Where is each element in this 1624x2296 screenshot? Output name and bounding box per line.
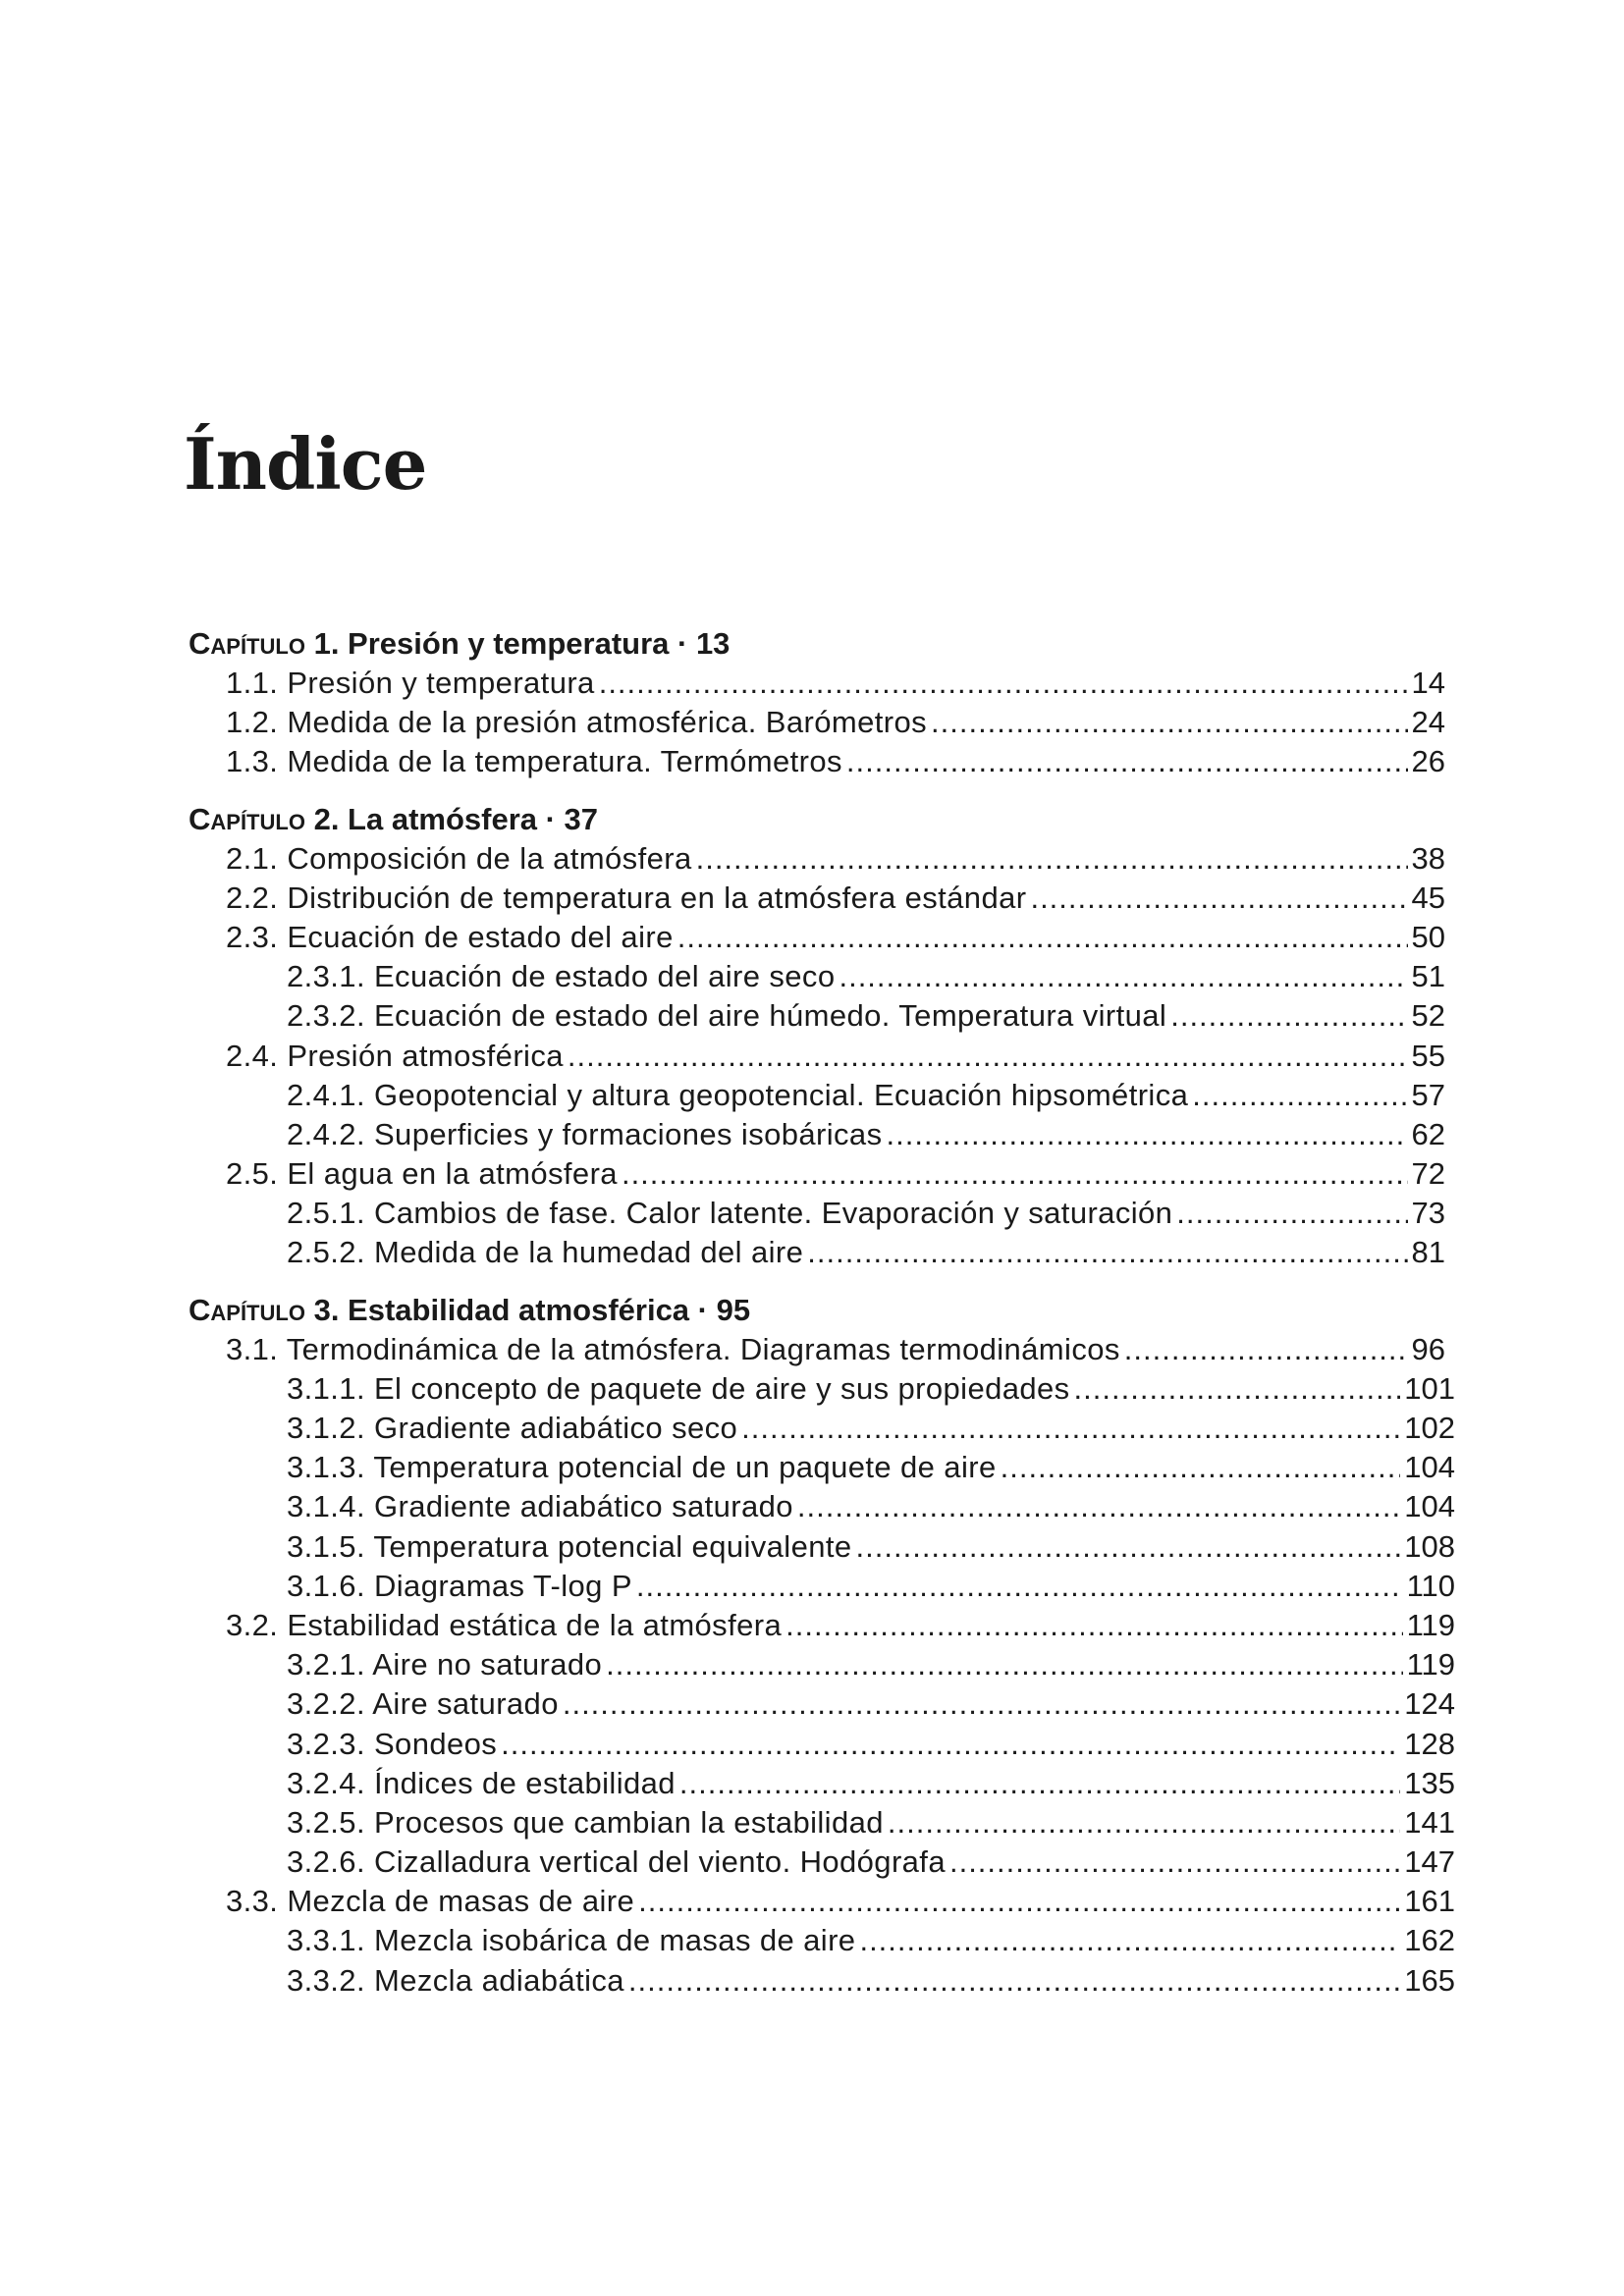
dot-leader — [1074, 1369, 1401, 1409]
dot-leader — [856, 1527, 1401, 1567]
toc-entry-title: 2.3.2. Ecuación de estado del aire húmedo. Temperatura virtual — [287, 998, 1167, 1034]
chapter-block — [189, 1291, 1455, 2001]
toc-page-number: 73 — [1411, 1196, 1445, 1231]
toc-entry[interactable] — [189, 1154, 1455, 1194]
dot-leader — [846, 742, 1408, 781]
toc-entry-title: 3.3.2. Mezcla adiabática — [287, 1962, 624, 1998]
toc-entry-title: 3.1.1. El concepto de paquete de aire y sus propiedades — [287, 1370, 1070, 1406]
toc-entry[interactable] — [189, 1921, 1455, 1960]
toc-entry-title: 3.2.4. Índices de estabilidad — [287, 1765, 676, 1800]
table-of-contents — [189, 624, 1455, 2018]
toc-page-number: 104 — [1404, 1450, 1455, 1485]
toc-entry-title: 3.1.2. Gradiente adiabático seco — [287, 1411, 738, 1445]
dot-leader — [949, 1842, 1400, 1882]
dot-leader — [859, 1921, 1400, 1960]
page-title: Índice — [184, 422, 427, 506]
toc-entry-title: 1.3. Medida de la temperatura. Termómetros — [226, 744, 842, 779]
toc-entry[interactable] — [189, 1725, 1455, 1764]
toc-entry-title: 3.1.5. Temperatura potencial equivalente — [287, 1528, 852, 1564]
dot-leader — [797, 1487, 1400, 1526]
toc-entry-title: 2.4.1. Geopotencial y altura geopotencial. Ecuación hipsométrica — [287, 1077, 1189, 1112]
chapter-block — [189, 800, 1455, 1273]
chapter-block — [189, 624, 1455, 782]
dot-leader — [785, 1606, 1402, 1645]
toc-entry[interactable] — [189, 1645, 1455, 1684]
toc-entry[interactable] — [189, 1487, 1455, 1526]
toc-entry[interactable] — [189, 1448, 1455, 1487]
toc-entry-title: 3.3. Mezcla de masas de aire — [226, 1884, 635, 1919]
toc-page-number: 104 — [1404, 1489, 1455, 1524]
dot-leader — [839, 957, 1407, 996]
toc-entry[interactable] — [189, 1330, 1455, 1369]
toc-page-number: 161 — [1404, 1884, 1455, 1919]
toc-entry-title: 3.2. Estabilidad estática de la atmósfera — [226, 1607, 783, 1642]
toc-page-number: 124 — [1404, 1686, 1455, 1722]
chapter-heading — [189, 800, 1455, 839]
toc-entry[interactable] — [189, 742, 1455, 781]
toc-page-number: 101 — [1404, 1370, 1455, 1406]
toc-entry[interactable] — [189, 1842, 1455, 1882]
chapter-heading — [189, 624, 1455, 664]
toc-entry[interactable] — [189, 1194, 1455, 1233]
toc-entry[interactable] — [189, 1764, 1455, 1803]
toc-page-number: 62 — [1411, 1116, 1445, 1151]
toc-entry-title: 3.2.2. Aire saturado — [287, 1686, 559, 1722]
toc-entry[interactable] — [189, 879, 1455, 918]
chapter-title: 3. Estabilidad atmosférica · 95 — [313, 1292, 751, 1327]
toc-entry[interactable] — [189, 1115, 1455, 1154]
toc-entry-title: 3.2.6. Cizalladura vertical del viento. Hodógrafa — [287, 1844, 946, 1880]
toc-entry-title: 2.5.1. Cambios de fase. Calor latente. Evaporación y saturación — [287, 1196, 1173, 1231]
toc-entry[interactable] — [189, 1409, 1455, 1448]
chapter-title: 1. Presión y temperatura · 13 — [313, 626, 731, 661]
dot-leader — [679, 1764, 1400, 1803]
chapter-label: Capítulo — [189, 626, 305, 661]
toc-page-number: 14 — [1411, 666, 1445, 700]
toc-entry-title: 3.3.1. Mezcla isobárica de masas de aire — [287, 1923, 856, 1958]
toc-page-number: 135 — [1404, 1765, 1455, 1800]
dot-leader — [568, 1037, 1408, 1076]
toc-entry-title: 1.2. Medida de la presión atmosférica. Barómetros — [226, 705, 927, 740]
toc-page-number: 55 — [1411, 1038, 1445, 1073]
toc-entry-title: 3.1.4. Gradiente adiabático saturado — [287, 1489, 793, 1524]
toc-entry[interactable] — [189, 1684, 1455, 1724]
dot-leader — [1124, 1330, 1408, 1369]
toc-entry-title: 1.1. Presión y temperatura — [226, 666, 595, 700]
toc-page-number: 96 — [1411, 1331, 1445, 1366]
dot-leader — [696, 839, 1408, 879]
toc-entry-title: 2.1. Composición de la atmósfera — [226, 840, 692, 876]
toc-page-number: 51 — [1411, 959, 1445, 994]
dot-leader — [886, 1115, 1407, 1154]
chapter-title: 2. La atmósfera · 37 — [313, 801, 599, 836]
toc-entry-title: 3.1.3. Temperatura potencial de un paquete de aire — [287, 1450, 997, 1485]
toc-entry[interactable] — [189, 1527, 1455, 1567]
toc-entry[interactable] — [189, 1369, 1455, 1409]
toc-entry-title: 3.2.5. Procesos que cambian la estabilidad — [287, 1804, 884, 1840]
toc-entry[interactable] — [189, 1882, 1455, 1921]
toc-entry[interactable] — [189, 1567, 1455, 1606]
chapter-label: Capítulo — [189, 801, 305, 836]
toc-page-number: 72 — [1411, 1156, 1445, 1192]
toc-entry[interactable] — [189, 839, 1455, 879]
dot-leader — [636, 1567, 1403, 1606]
toc-page-number: 81 — [1411, 1235, 1445, 1270]
toc-page-number: 147 — [1404, 1844, 1455, 1880]
toc-page-number: 38 — [1411, 840, 1445, 876]
toc-entry-title: 3.2.3. Sondeos — [287, 1726, 498, 1761]
toc-entry[interactable] — [189, 1076, 1455, 1115]
dot-leader — [741, 1409, 1400, 1448]
toc-entry-title: 3.1. Termodinámica de la atmósfera. Diagramas termodinámicos — [226, 1331, 1120, 1366]
dot-leader — [622, 1154, 1408, 1194]
toc-page-number: 50 — [1411, 919, 1445, 954]
toc-page-number: 102 — [1404, 1411, 1455, 1445]
toc-entry-title: 3.2.1. Aire no saturado — [287, 1647, 603, 1682]
dot-leader — [1192, 1076, 1407, 1115]
toc-entry-title: 2.5.2. Medida de la humedad del aire — [287, 1235, 804, 1270]
toc-entry[interactable] — [189, 957, 1455, 996]
toc-entry-title: 2.2. Distribución de temperatura en la atmósfera estándar — [226, 880, 1027, 915]
toc-entry-title: 2.3.1. Ecuación de estado del aire seco — [287, 959, 836, 994]
dot-leader — [931, 703, 1408, 742]
toc-entry[interactable] — [189, 1233, 1455, 1272]
toc-entry[interactable] — [189, 1803, 1455, 1842]
toc-page-number: 57 — [1411, 1077, 1445, 1112]
toc-page-number: 52 — [1411, 998, 1445, 1034]
toc-entry[interactable] — [189, 1961, 1455, 2001]
toc-page-number: 119 — [1406, 1647, 1455, 1682]
toc-entry-title: 2.3. Ecuación de estado del aire — [226, 919, 674, 954]
toc-entry-title: 2.4. Presión atmosférica — [226, 1038, 564, 1073]
dot-leader — [677, 918, 1408, 957]
chapter-label: Capítulo — [189, 1292, 305, 1327]
dot-leader — [888, 1803, 1400, 1842]
toc-page-number: 110 — [1406, 1568, 1455, 1603]
dot-leader — [606, 1645, 1402, 1684]
dot-leader — [628, 1961, 1400, 2001]
dot-leader — [638, 1882, 1400, 1921]
toc-entry[interactable] — [189, 918, 1455, 957]
dot-leader — [1176, 1194, 1407, 1233]
toc-entry[interactable] — [189, 703, 1455, 742]
toc-page-number: 24 — [1411, 705, 1445, 740]
toc-page-number: 128 — [1404, 1726, 1455, 1761]
toc-entry-title: 2.4.2. Superficies y formaciones isobáricas — [287, 1116, 883, 1151]
dot-leader — [563, 1684, 1400, 1724]
toc-entry-title: 3.1.6. Diagramas T-log P — [287, 1568, 632, 1603]
dot-leader — [807, 1233, 1407, 1272]
dot-leader — [1170, 996, 1407, 1036]
chapter-heading — [189, 1291, 1455, 1330]
toc-page-number: 141 — [1404, 1804, 1455, 1840]
toc-entry[interactable] — [189, 664, 1455, 703]
dot-leader — [1001, 1448, 1401, 1487]
toc-entry[interactable] — [189, 1606, 1455, 1645]
toc-entry[interactable] — [189, 996, 1455, 1036]
toc-entry-title: 2.5. El agua en la atmósfera — [226, 1156, 618, 1192]
toc-page-number: 45 — [1411, 880, 1445, 915]
dot-leader — [1030, 879, 1407, 918]
dot-leader — [599, 664, 1408, 703]
toc-page-number: 162 — [1404, 1923, 1455, 1958]
toc-page-number: 119 — [1406, 1607, 1455, 1642]
toc-page-number: 26 — [1411, 744, 1445, 779]
toc-page-number: 165 — [1404, 1962, 1455, 1998]
toc-entry[interactable] — [189, 1037, 1455, 1076]
dot-leader — [501, 1725, 1400, 1764]
toc-page-number: 108 — [1404, 1528, 1455, 1564]
